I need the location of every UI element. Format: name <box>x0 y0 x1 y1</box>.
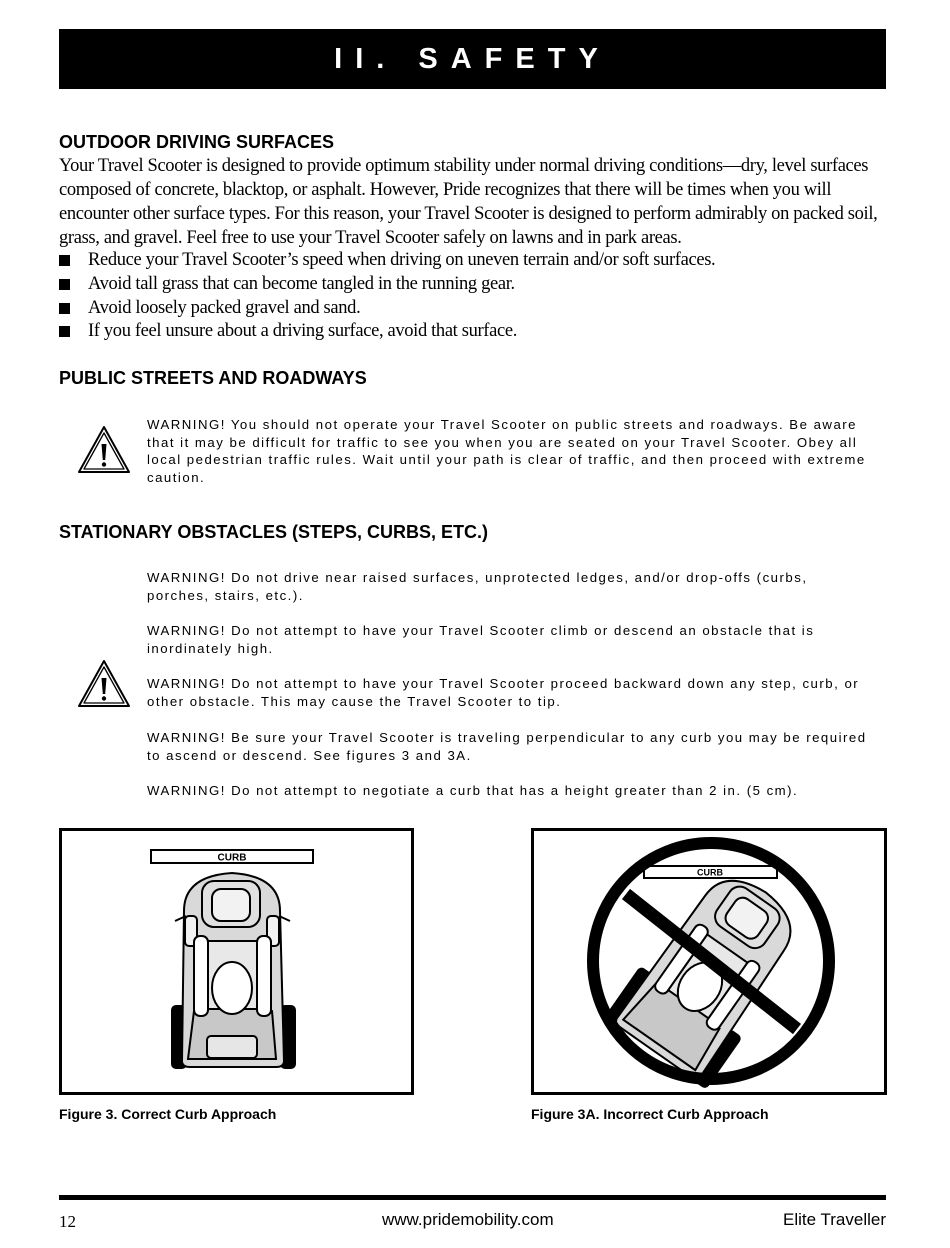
list-item <box>59 320 715 344</box>
list-item <box>59 249 715 273</box>
obstacle-warning-2: WARNING! Do not attempt to have your Travel Scooter climb or descend an obstacle that is inordinately high. <box>147 623 815 656</box>
outdoor-bullet-list <box>59 249 715 344</box>
list-item <box>59 296 715 320</box>
warning-triangle-icon <box>76 658 132 710</box>
obstacle-warning-1: WARNING! Do not drive near raised surfaces, unprotected ledges, and/or drop-offs (curbs, porches, stairs, etc.). <box>147 570 808 603</box>
curb-label: CURB <box>217 852 247 864</box>
bullet-square-icon <box>59 255 70 266</box>
warning-triangle-icon <box>76 424 132 476</box>
obstacle-warning-3: WARNING! Do not attempt to have your Travel Scooter proceed backward down any step, curb, or other obstacle. This may cause the Travel Scooter to tip. <box>147 676 860 709</box>
bullet-square-icon <box>59 279 70 290</box>
bullet-text: If you feel unsure about a driving surface, avoid that surface. <box>88 321 517 342</box>
outdoor-heading: OUTDOOR DRIVING SURFACES <box>59 132 335 152</box>
page-number: 12 <box>59 1212 76 1231</box>
figure-3-caption: Figure 3. Correct Curb Approach <box>59 1106 277 1122</box>
footer-divider <box>59 1195 886 1200</box>
bullet-text: Avoid tall grass that can become tangled in the running gear. <box>88 274 515 295</box>
streets-warning: WARNING! You should not operate your Travel Scooter on public streets and roadways. Be aware that it may be difficult for traffic to see you when you are seated on your Travel Scooter. Obey all local pedestrian traffic rules. Wait until your path is clear of traffic, and then proceed with extreme caution. <box>147 417 866 485</box>
scooter-illustration <box>62 831 411 1092</box>
outdoor-paragraph: Your Travel Scooter is designed to provide optimum stability under normal driving conditions—dry, level surfaces composed of concrete, blacktop, or asphalt. However, Pride recognizes that there will be times when you will encounter other surface types. For this reason, your Travel Scooter is designed to perform admirably on packed soil, grass, and gravel. Feel free to use your Travel Scooter safely on lawns and in park areas. <box>59 156 878 248</box>
scooter-illustration <box>534 831 884 1092</box>
footer-product-name: Elite Traveller <box>783 1210 886 1229</box>
obstacles-heading: STATIONARY OBSTACLES (STEPS, CURBS, ETC.) <box>59 522 489 542</box>
scooter-top-view <box>172 873 295 1068</box>
bullet-text: Reduce your Travel Scooter’s speed when driving on uneven terrain and/or soft surfaces. <box>88 250 716 271</box>
obstacle-warning-4: WARNING! Be sure your Travel Scooter is traveling perpendicular to any curb you may be required to ascend or descend. See figures 3 and 3A. <box>147 730 867 763</box>
bullet-text: Avoid loosely packed gravel and sand. <box>88 297 361 318</box>
bullet-square-icon <box>59 326 70 337</box>
figure-incorrect-curb-approach <box>531 828 887 1095</box>
section-title-banner <box>59 29 886 89</box>
figure-correct-curb-approach <box>59 828 414 1095</box>
figure-3a-caption: Figure 3A. Incorrect Curb Approach <box>531 1106 769 1122</box>
list-item <box>59 273 715 297</box>
bullet-square-icon <box>59 303 70 314</box>
section-title: II. SAFETY <box>334 42 611 75</box>
footer-url: www.pridemobility.com <box>382 1210 554 1229</box>
obstacle-warning-5: WARNING! Do not attempt to negotiate a curb that has a height greater than 2 in. (5 cm). <box>147 783 799 798</box>
streets-heading: PUBLIC STREETS AND ROADWAYS <box>59 368 367 388</box>
curb-label: CURB <box>697 867 723 878</box>
